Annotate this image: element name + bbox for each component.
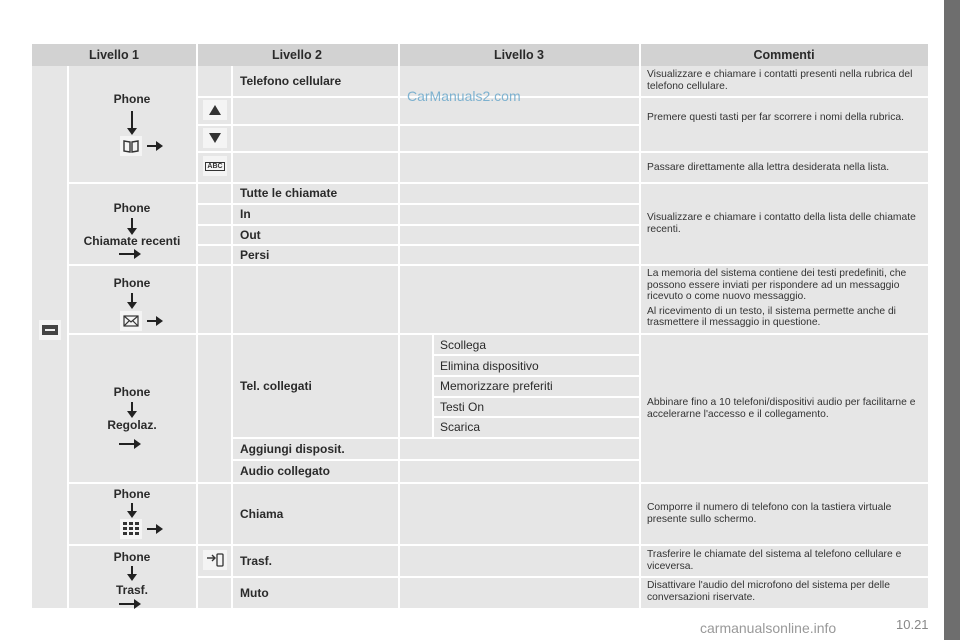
header-level1: Livello 1 [32,44,196,66]
comment-mute: Disattivare l'audio del microfono del sistema per delle conversazioni riservate. [647,580,890,603]
audio-connected: Audio collegato [240,464,330,478]
header-level2: Livello 2 [196,44,398,66]
level2-settings: Regolaz. [107,418,157,432]
header-comments: Commenti [640,44,928,66]
watermark: CarManuals2.com [407,88,521,104]
sub-item-disconnect: Scollega [440,338,487,352]
comment-abc: Passare direttamente alla lettra desiderata nella lista. [647,162,890,173]
comment-settings: Abbinare fino a 10 telefoni/dispositivi audio per facilitarne e accelerarne l'accesso e il collegamento. [647,397,916,420]
comment-scroll: Premere questi tasti per far scorrere i nomi della rubrica. [647,112,904,123]
sub-item-download: Scarica [440,420,481,434]
book-icon [120,136,142,156]
phone-contacts-title: Telefono cellulare [240,74,342,88]
comment-dial: Comporre il numero di telefono con la tastiera virtuale presente sullo schermo. [647,502,892,525]
level2-dial-phone: Phone [113,487,151,501]
level2-messages-phone: Phone [113,276,151,290]
comment-recent-calls: Visualizzare e chiamare i contatto della lista delle chiamate recenti. [647,212,916,235]
recent-item-all: Tutte le chiamate [240,186,338,200]
recent-item-out: Out [240,228,261,242]
phone-transfer-icon[interactable] [203,550,227,570]
comment-messages-1: La memoria del sistema contiene dei testi predefiniti, che possono essere inviati per rispondere ad un messaggio ricevuto o come nuovo messaggio. [647,268,907,302]
abc-icon[interactable] [203,156,227,176]
envelope-icon [120,311,142,331]
sub-item-texts-on: Testi On [440,400,485,414]
header-level3: Livello 3 [398,44,640,66]
recent-item-in: In [240,207,251,221]
comment-phone-contacts: Visualizzare e chiamare i contatti presenti nella rubrica del telefono cellulare. [647,69,913,92]
mute-label: Muto [240,586,269,600]
table-body [32,66,928,608]
level2-transfer: Trasf. [115,583,148,597]
sub-item-save-favorites: Memorizzare preferiti [440,379,553,393]
abc-label: ABC [207,162,223,170]
keypad-icon [120,519,142,539]
page-sidebar [944,0,960,640]
level2-recent-phone: Phone [113,201,151,215]
sub-item-delete-device: Elimina dispositivo [440,359,539,373]
recent-item-missed: Persi [240,248,270,262]
connected-phones-title: Tel. collegati [240,379,312,393]
add-device: Aggiungi disposit. [240,442,345,456]
page-number: 10.21 [896,617,929,632]
menu-icon [39,320,61,340]
level2-settings-phone: Phone [113,385,151,399]
level2-recent-calls: Chiamate recenti [83,234,181,248]
comment-transfer: Trasferire le chiamate del sistema al telefono cellulare e viceversa. [647,549,902,572]
level2-transfer-phone: Phone [113,550,151,564]
dial-title: Chiama [240,507,284,521]
arrow-down-icon[interactable] [203,128,227,148]
footer-watermark: carmanualsonline.info [700,620,837,636]
transfer-label: Trasf. [240,554,273,568]
arrow-up-icon[interactable] [203,100,227,120]
level2-phone-contacts: Phone [113,92,151,106]
comment-messages [647,268,925,329]
comment-messages-2: Al ricevimento di un testo, il sistema permette anche di trasmettere il messaggio in questione. [647,305,896,328]
